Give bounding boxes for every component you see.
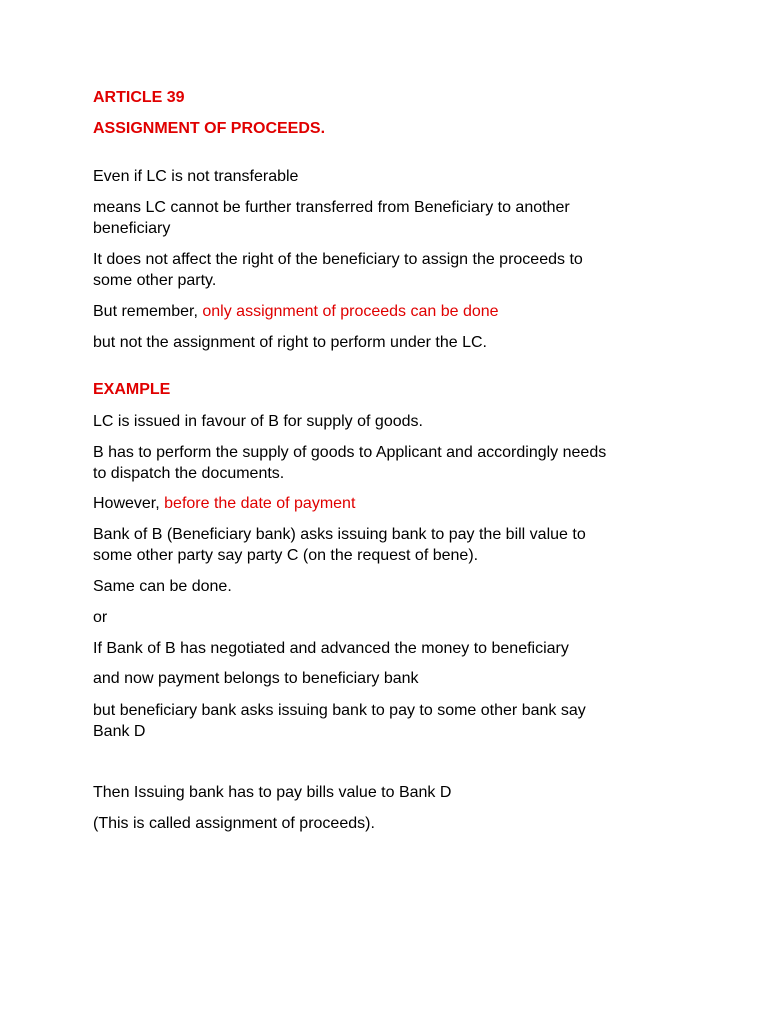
example-line-2-b: to dispatch the documents. xyxy=(93,465,285,482)
paragraph-4 xyxy=(93,301,693,322)
example-line-4-b: some other party say party C (on the request of bene). xyxy=(93,547,479,564)
example-line-6: or xyxy=(93,609,108,626)
paragraph-4-prefix: But remember, xyxy=(93,303,203,320)
example-line-3-prefix: However, xyxy=(93,495,165,512)
article-title: ARTICLE 39 xyxy=(93,89,185,106)
example-line-3-highlight: before the date of payment xyxy=(164,495,356,512)
example-line-2-a: B has to perform the supply of goods to Applicant and accordingly needs xyxy=(93,444,607,461)
example-line-7: If Bank of B has negotiated and advanced the money to beneficiary xyxy=(93,640,569,657)
paragraph-4-highlight: only assignment of proceeds can be done xyxy=(202,303,499,320)
example-line-8: and now payment belongs to beneficiary bank xyxy=(93,670,419,687)
example-line-11: (This is called assignment of proceeds). xyxy=(93,815,375,832)
example-line-9-b: Bank D xyxy=(93,723,146,740)
paragraph-2-line-1: means LC cannot be further transferred from Beneficiary to another xyxy=(93,199,570,216)
paragraph-2-line-2: beneficiary xyxy=(93,220,171,237)
paragraph-5: but not the assignment of right to perform under the LC. xyxy=(93,334,487,351)
example-line-10: Then Issuing bank has to pay bills value to Bank D xyxy=(93,784,452,801)
example-line-5: Same can be done. xyxy=(93,578,232,595)
example-heading: EXAMPLE xyxy=(93,381,171,398)
example-line-4-a: Bank of B (Beneficiary bank) asks issuing bank to pay the bill value to xyxy=(93,526,586,543)
example-line-1: LC is issued in favour of B for supply of goods. xyxy=(93,413,423,430)
example-line-9-a: but beneficiary bank asks issuing bank to pay to some other bank say xyxy=(93,702,586,719)
example-line-3 xyxy=(93,493,693,514)
paragraph-3-line-1: It does not affect the right of the beneficiary to assign the proceeds to xyxy=(93,251,583,268)
paragraph-1: Even if LC is not transferable xyxy=(93,168,299,185)
section-title: ASSIGNMENT OF PROCEEDS. xyxy=(93,120,326,137)
paragraph-3-line-2: some other party. xyxy=(93,272,217,289)
